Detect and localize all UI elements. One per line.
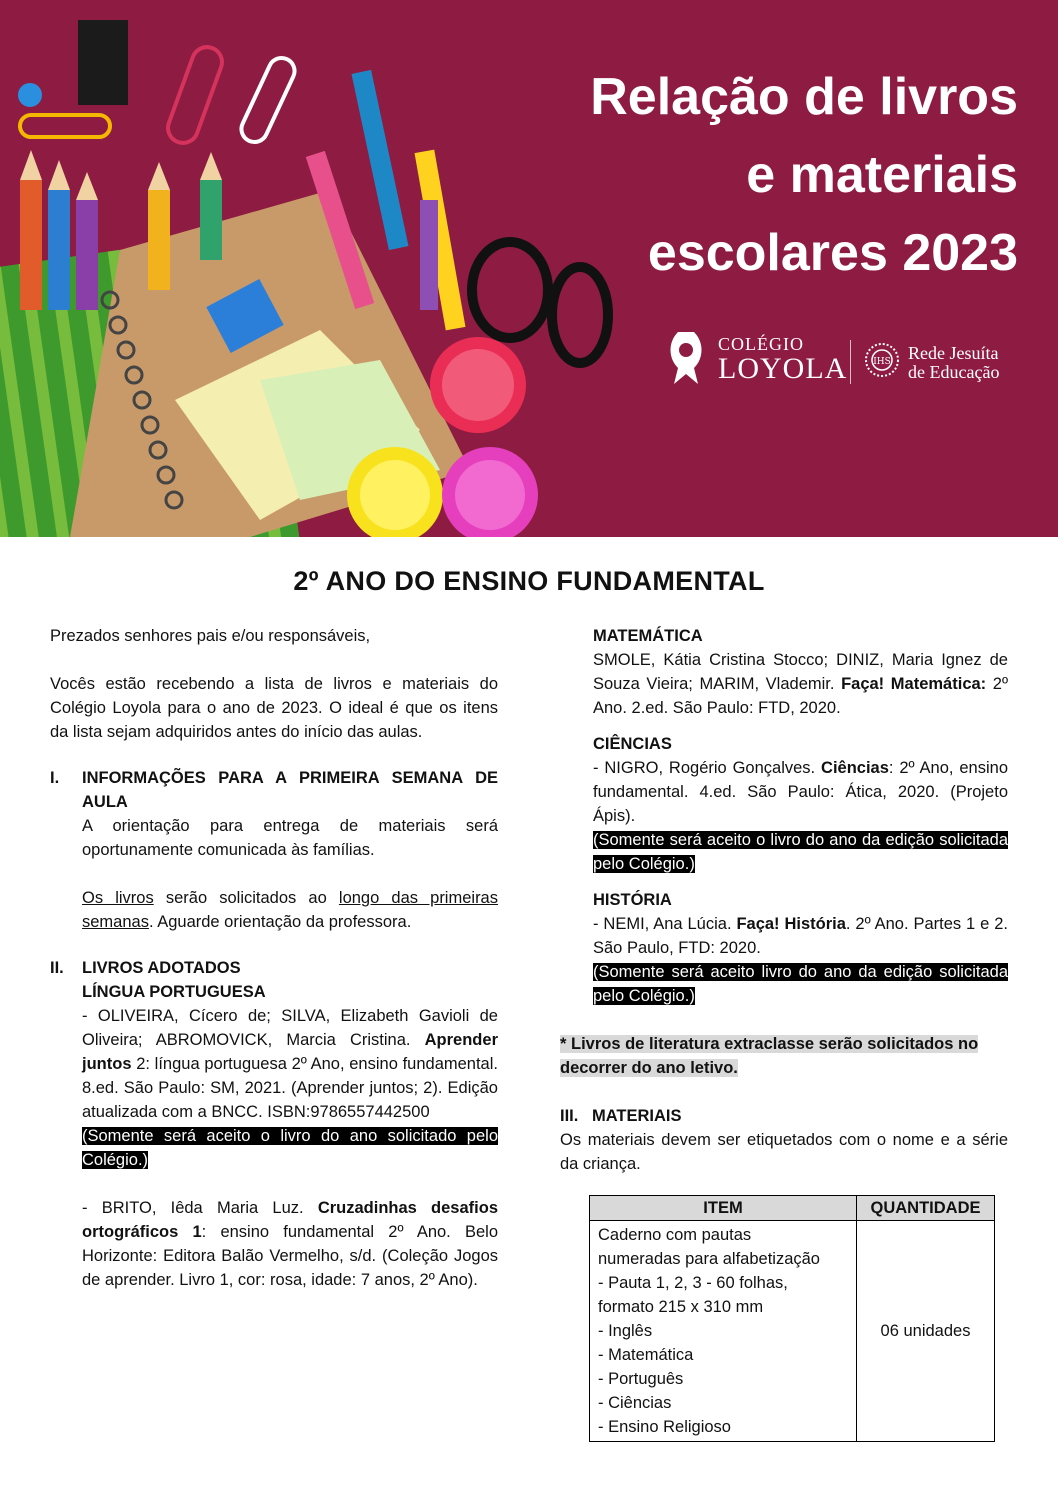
item-line: numeradas para alfabetização (598, 1250, 820, 1268)
book-title: Ciências (821, 759, 889, 777)
book-entry (82, 1196, 498, 1292)
text-span: - BRITO, Iêda Maria Luz. (82, 1199, 318, 1217)
item-line: - Inglês (598, 1322, 653, 1340)
table-header-item: ITEM (590, 1196, 857, 1221)
section-heading: LIVROS ADOTADOS (82, 959, 241, 977)
section-heading: INFORMAÇÕES PARA A PRIMEIRA SEMANA DE AULA (82, 769, 498, 811)
underlined-text: Os livros (82, 889, 154, 907)
table-header-row (590, 1196, 995, 1221)
book-title: Cruzadinhas desafios ortográficos 1 (82, 1199, 498, 1241)
highlighted-note: (Somente será aceito o livro do ano da edição solicitada pelo Colégio.) (593, 831, 1008, 873)
colegio-loyola-logo-icon (664, 328, 708, 386)
book-entry (593, 756, 1008, 828)
subject-heading: MATEMÁTICA (593, 627, 703, 645)
item-line: - Matemática (598, 1346, 694, 1364)
right-column (560, 624, 1008, 1176)
text-span: serão solicitados ao (153, 889, 339, 907)
logo-rede-jesuita (908, 344, 999, 382)
section-number: I. (50, 769, 60, 787)
logo-colegio-text: COLÉGIO (718, 334, 804, 354)
text-span: SMOLE, Kátia Cristina Stocco; DINIZ, Maria Ignez de Souza Vieira; MARIM, Vlademir. (593, 651, 1008, 693)
greeting: Prezados senhores pais e/ou responsáveis, (50, 627, 371, 645)
book-title: Aprender juntos (82, 1031, 498, 1073)
text-span: : ensino fundamental 2º Ano. Belo Horizonte: Editora Balão Vermelho, s/d. (Coleção Jogos de aprender. Livro 1, cor: rosa, idade: 7 anos, 2º Ano). (82, 1223, 498, 1289)
literature-note (560, 1032, 1008, 1080)
text-span: . Aguarde orientação da professora. (148, 913, 412, 931)
subject-ciencias (560, 732, 1008, 876)
table-header-quantity: QUANTIDADE (857, 1196, 995, 1221)
banner-title-line: escolares 2023 (647, 224, 1018, 282)
section-number: II. (50, 959, 64, 977)
book-title: Faça! Matemática: (841, 675, 987, 693)
text-span: - NIGRO, Rogério Gonçalves. (593, 759, 822, 777)
logo-rede-line: de Educação (908, 362, 1000, 382)
subject-matematica (560, 624, 1008, 720)
logo-rede-line: Rede Jesuíta (908, 343, 999, 363)
header-banner (0, 0, 1058, 537)
book-title: Faça! História (736, 915, 846, 933)
page-title: 2º ANO DO ENSINO FUNDAMENTAL (293, 566, 765, 596)
text-span: - OLIVEIRA, Cícero de; SILVA, Elizabeth Gavioli de Oliveira; ABROMOVICK, Marcia Cristina. (82, 1007, 498, 1049)
highlighted-note: (Somente será aceito livro do ano da edição solicitada pelo Colégio.) (593, 963, 1008, 1005)
table-cell-item (590, 1221, 857, 1442)
book-entry (593, 912, 1008, 960)
materials-intro: Os materiais devem ser etiquetados com o nome e a série da criança. (560, 1131, 1008, 1173)
item-line: - Português (598, 1370, 684, 1388)
text-span: - NEMI, Ana Lúcia. (593, 915, 737, 933)
section-livros-adotados (50, 956, 498, 1292)
logo-divider (850, 340, 851, 384)
banner-title (498, 58, 1018, 292)
text-span: : 2º Ano, ensino fundamental. 4.ed. São Paulo: Ática, 2020. (Projeto Ápis). (593, 759, 1008, 825)
logos (664, 326, 1024, 388)
text-span: 2: língua portuguesa 2º Ano, ensino fundamental. 8.ed. São Paulo: SM, 2021. (Aprender juntos; 2). Edição atualizada com a BNCC. ISBN:9786557442500 (82, 1055, 498, 1121)
book-entry (82, 1004, 498, 1124)
materials-table (589, 1195, 995, 1442)
banner-title-line: e materiais (746, 146, 1018, 204)
item-line: - Ensino Religioso (598, 1418, 731, 1436)
jesuit-sun-icon (862, 340, 902, 380)
table-cell-quantity: 06 unidades (857, 1221, 995, 1442)
table-row (590, 1221, 995, 1442)
item-line: Caderno com pautas (598, 1226, 752, 1244)
highlighted-note: * Livros de literatura extraclasse serão solicitados no decorrer do ano letivo. (560, 1035, 979, 1077)
subject-historia (560, 888, 1008, 1008)
item-line: - Ciências (598, 1394, 672, 1412)
book-note (593, 960, 1008, 1008)
book-entry (593, 648, 1008, 720)
section-paragraph: A orientação para entrega de materiais será oportunamente comunicada às famílias. (82, 817, 498, 859)
intro-paragraph: Vocês estão recebendo a lista de livros e materiais do Colégio Loyola para o ano de 2023. O ideal é que os itens da lista sejam adquiridos antes do início das aulas. (50, 675, 498, 741)
subject-heading: HISTÓRIA (593, 891, 672, 909)
section-heading: MATERIAIS (592, 1107, 682, 1125)
left-column (50, 624, 498, 1292)
section-paragraph (82, 886, 498, 934)
book-note (593, 828, 1008, 876)
banner-title-line: Relação de livros (590, 68, 1018, 126)
book-note (82, 1124, 498, 1172)
subject-heading: CIÊNCIAS (593, 735, 672, 753)
item-line: - Pauta 1, 2, 3 - 60 folhas, (598, 1274, 788, 1292)
section-materiais (560, 1104, 1008, 1128)
subject-heading: LÍNGUA PORTUGUESA (82, 983, 266, 1001)
highlighted-note: (Somente será aceito o livro do ano solicitado pelo Colégio.) (82, 1127, 498, 1169)
logo-loyola-text: LOYOLA (718, 352, 848, 385)
text-span: . 2º Ano. Partes 1 e 2. São Paulo, FTD: 2020. (593, 915, 1008, 957)
item-line: formato 215 x 310 mm (598, 1298, 764, 1316)
section-informacoes (50, 766, 498, 934)
ihs-monogram-text: IHS (873, 357, 891, 367)
text-span: 2º Ano. 2.ed. São Paulo: FTD, 2020. (593, 675, 1008, 717)
section-number: III. (560, 1107, 579, 1125)
underlined-text: longo das primeiras semanas (82, 889, 498, 931)
